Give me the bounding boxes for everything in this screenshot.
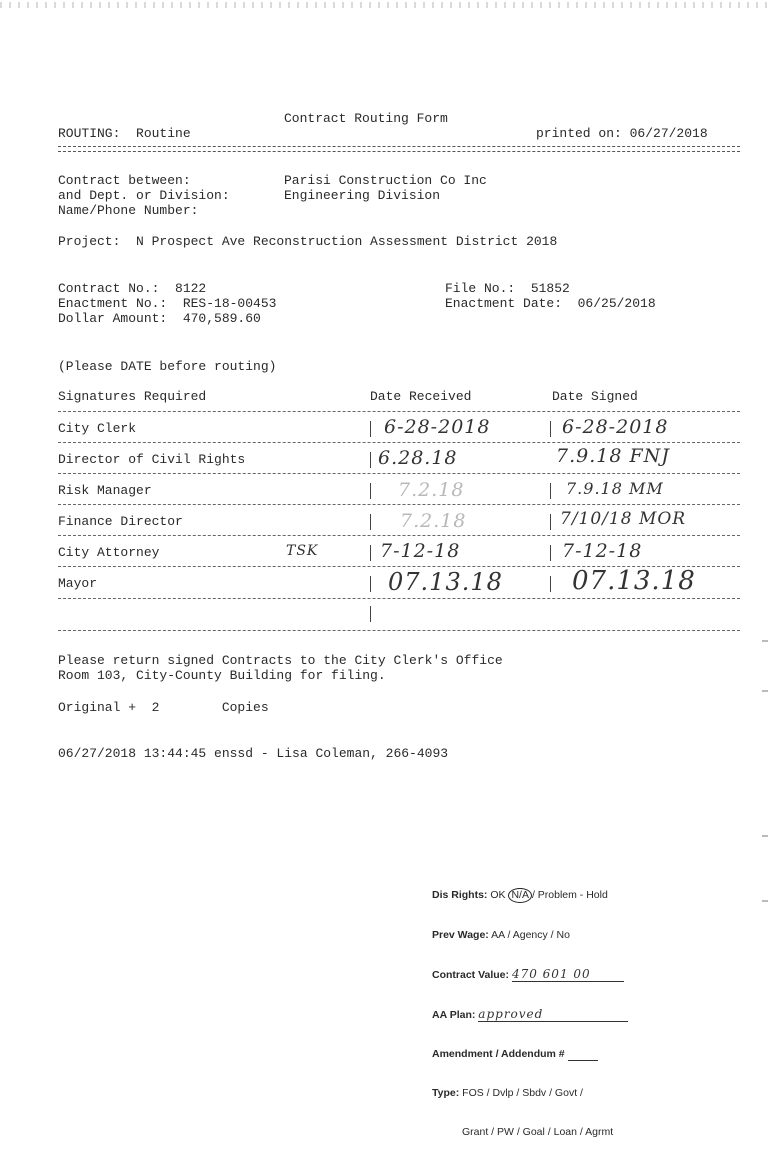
mayor-received: 07.13.18	[388, 568, 503, 596]
enactment-date: Enactment Date: 06/25/2018	[445, 296, 656, 311]
type-options-2: Grant / PW / Goal / Loan / Agrmt	[462, 1126, 614, 1138]
type-options-1: FOS / Dvlp / Sbdv / Govt /	[462, 1087, 583, 1099]
table-row-separator	[370, 576, 371, 592]
row-divider	[58, 598, 740, 599]
contract-between-label: Contract between:	[58, 173, 191, 188]
contractor-name: Parisi Construction Co Inc	[284, 173, 487, 188]
file-number: File No.: 51852	[445, 281, 570, 296]
role-risk-manager: Risk Manager	[58, 483, 152, 498]
table-row-separator	[550, 483, 551, 499]
finance-director-signed: 7/10/18 MOR	[560, 509, 687, 529]
amendment-line	[432, 1048, 628, 1061]
risk-manager-received: 7.2.18	[398, 479, 465, 501]
contract-value-label: Contract Value:	[432, 969, 510, 981]
col-date-received: Date Received	[370, 389, 472, 404]
scan-speck	[762, 835, 768, 837]
dis-rights-line	[432, 888, 628, 903]
table-bottom-divider	[58, 630, 740, 631]
city-attorney-initials: TSK	[286, 543, 319, 559]
city-clerk-signed: 6-28-2018	[562, 416, 669, 438]
table-row-separator	[550, 576, 551, 592]
prev-wage-label: Prev Wage:	[432, 929, 489, 941]
role-finance-director: Finance Director	[58, 514, 183, 529]
finance-director-received: 7.2.18	[400, 510, 467, 532]
city-attorney-received: 7-12-18	[380, 540, 461, 562]
aa-plan-hand: approved	[478, 1008, 628, 1022]
role-city-clerk: City Clerk	[58, 421, 137, 436]
table-row-separator	[370, 606, 371, 622]
dis-rights-label: Dis Rights:	[432, 889, 488, 901]
dollar-amount: Dollar Amount: 470,589.60	[58, 311, 261, 326]
table-row-separator	[550, 514, 551, 530]
dept-label: and Dept. or Division:	[58, 188, 230, 203]
row-divider	[58, 504, 740, 505]
dis-rights-na-circled: N/A	[508, 888, 532, 903]
city-attorney-signed: 7-12-18	[562, 540, 643, 562]
contract-value-line	[432, 968, 628, 982]
row-divider	[58, 473, 740, 474]
row-divider	[58, 442, 740, 443]
enactment-number: Enactment No.: RES-18-00453	[58, 296, 277, 311]
city-clerk-received: 6-28-2018	[384, 416, 491, 438]
table-row-separator	[370, 545, 371, 561]
audit-line: 06/27/2018 13:44:45 enssd - Lisa Coleman, 266-4093	[58, 746, 449, 761]
printed-on-date: printed on: 06/27/2018	[536, 126, 708, 141]
role-civil-rights-director: Director of Civil Rights	[58, 452, 246, 467]
return-instruction-2: Room 103, City-County Building for filing.	[58, 668, 386, 683]
row-divider	[58, 535, 740, 536]
table-row-separator	[550, 545, 551, 561]
table-row-separator	[370, 514, 371, 530]
prev-wage-value: AA / Agency / No	[491, 929, 570, 941]
civil-rights-received: 6.28.18	[378, 447, 458, 469]
review-stamp	[432, 862, 628, 1152]
table-row-separator	[370, 421, 371, 437]
aa-plan-line	[432, 1008, 628, 1022]
mayor-signed: 07.13.18	[572, 566, 696, 596]
scan-speck	[762, 640, 768, 642]
scan-noise-strip	[0, 2, 770, 8]
risk-manager-signed: 7.9.18 MM	[566, 479, 664, 498]
role-mayor: Mayor	[58, 576, 98, 591]
table-header-divider	[58, 411, 740, 412]
amendment-blank	[568, 1060, 598, 1061]
table-row-separator	[370, 452, 371, 468]
type-label: Type:	[432, 1087, 460, 1099]
dis-rights-rest: / Problem - Hold	[531, 889, 608, 901]
civil-rights-signed: 7.9.18 FNJ	[556, 445, 670, 467]
return-instruction-1: Please return signed Contracts to the City Clerk's Office	[58, 653, 503, 668]
table-row-separator	[370, 483, 371, 499]
type-line	[432, 1087, 628, 1100]
aa-plan-label: AA Plan:	[432, 1009, 476, 1021]
header-divider	[58, 146, 740, 152]
col-signatures-required: Signatures Required	[58, 389, 207, 404]
scan-speck	[762, 900, 768, 902]
routing-label: ROUTING: Routine	[58, 126, 191, 141]
name-phone-label: Name/Phone Number:	[58, 203, 199, 218]
form-title: Contract Routing Form	[284, 111, 448, 126]
scan-speck	[762, 690, 768, 692]
amendment-label: Amendment / Addendum #	[432, 1048, 565, 1060]
dept-value: Engineering Division	[284, 188, 441, 203]
contract-number: Contract No.: 8122	[58, 281, 207, 296]
table-row-separator	[550, 421, 551, 437]
role-city-attorney: City Attorney	[58, 545, 160, 560]
copies-line: Original + 2 Copies	[58, 700, 269, 715]
col-date-signed: Date Signed	[552, 389, 638, 404]
contract-value-hand: 470 601 00	[512, 968, 624, 982]
date-instruction: (Please DATE before routing)	[58, 359, 277, 374]
prev-wage-line	[432, 929, 628, 942]
dis-rights-ok: OK	[490, 889, 506, 901]
project-line: Project: N Prospect Ave Reconstruction Assessment District 2018	[58, 234, 558, 249]
